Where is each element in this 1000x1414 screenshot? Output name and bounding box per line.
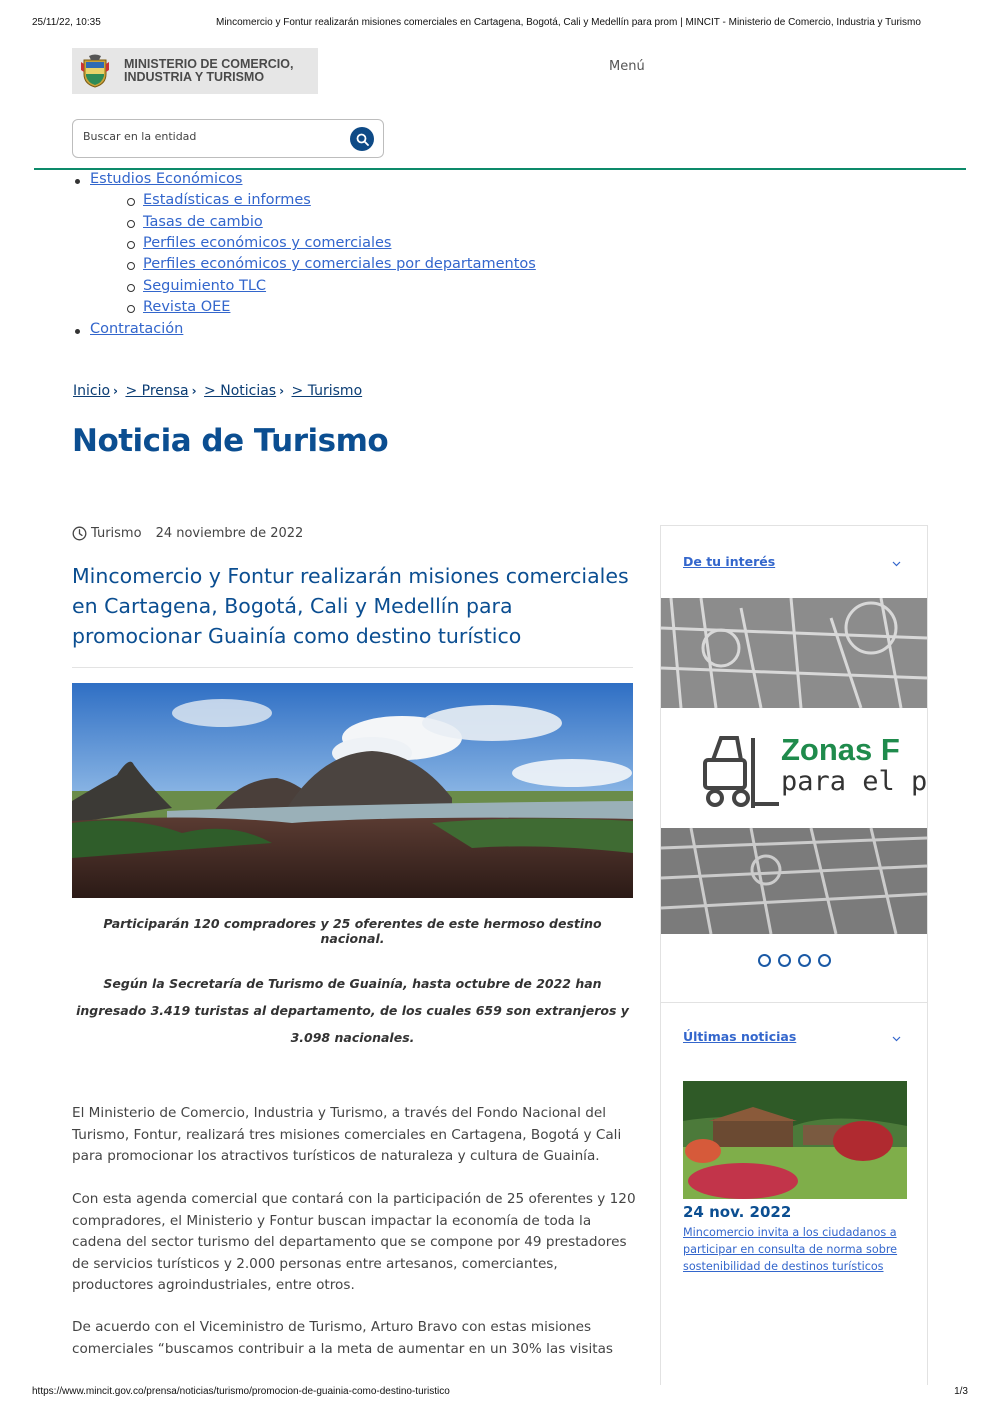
nav-subitem-seguimiento-tlc[interactable]: [143, 278, 266, 294]
clock-icon: [72, 526, 87, 541]
nav-link[interactable]: Tasas de cambio: [143, 214, 263, 230]
article-paragraph: El Ministerio de Comercio, Industria y Turismo, a través del Fondo Nacional del Turismo, Fontur, realizará tres misiones comerciales en Cartagena, Bogotá y Cali para promocionar los atractivos turísticos de naturaleza y cultura de Guainía.: [72, 1105, 622, 1164]
latest-news-date: 24 nov. 2022: [683, 1203, 792, 1221]
search-box: [72, 119, 384, 158]
banner-title: Zonas F: [781, 732, 900, 767]
breadcrumb-separator: ›: [113, 384, 118, 398]
nav-subitem-revista-oee[interactable]: [143, 299, 230, 315]
headline-divider: [72, 667, 633, 668]
chevron-down-icon[interactable]: [892, 559, 901, 568]
breadcrumb-noticias[interactable]: > Noticias: [204, 383, 277, 399]
ministry-name: [124, 58, 293, 84]
breadcrumb-separator: ›: [191, 384, 197, 398]
nav-link[interactable]: Estudios Económicos: [90, 171, 243, 187]
nav-link[interactable]: Seguimiento TLC: [143, 278, 267, 294]
image-caption: Participarán 120 compradores y 25 oferentes de este hermoso destino nacional.: [103, 916, 602, 946]
ministry-name-line1: MINISTERIO DE COMERCIO,: [124, 57, 294, 71]
carousel-dots: [758, 954, 831, 967]
article-headline: Mincomercio y Fontur realizarán misiones comerciales en Cartagena, Bogotá, Cali y Medellín para promocionar Guainía como destino turístico: [72, 564, 629, 648]
sidebar-divider: [661, 1002, 927, 1003]
article-paragraph: Con esta agenda comercial que contará con la participación de 25 oferentes y 120 compradores, el Ministerio y Fontur buscan impactar la economía de toda la cadena del sector turismo del departamento que se compone por 49 prestadores de servicios turísticos y 2.000 personas entre artesanos, comerciantes, productores agroindustriales, entre otros.: [72, 1191, 636, 1293]
sidebar: [660, 525, 928, 1385]
nav-item-estudios-economicos[interactable]: [90, 171, 242, 187]
breadcrumb-turismo[interactable]: > Turismo: [291, 383, 363, 399]
interest-section-toggle[interactable]: De tu interés: [683, 554, 776, 569]
nav-link[interactable]: Revista OEE: [143, 299, 231, 315]
article-paragraph: De acuerdo con el Viceministro de Turismo, Arturo Bravo con estas misiones comerciales “buscamos contribuir a la meta de aumentar en un 30% las visitas: [72, 1319, 614, 1357]
article-category: Turismo: [91, 526, 142, 541]
print-datetime: 25/11/22, 10:35: [32, 17, 101, 28]
nav-link[interactable]: Perfiles económicos y comerciales: [143, 235, 392, 251]
print-url: https://www.mincit.gov.co/prensa/noticias/turismo/promocion-de-guainia-como-destino-turistico: [32, 1386, 450, 1397]
breadcrumb-separator: ›: [279, 384, 285, 398]
carousel-dot[interactable]: [778, 954, 791, 967]
search-icon: [356, 133, 369, 146]
banner-subtitle: para el p: [781, 766, 927, 797]
breadcrumb: [73, 383, 362, 399]
article-hero-image: [72, 683, 633, 898]
search-input[interactable]: [83, 130, 338, 143]
page-title: Noticia de Turismo: [72, 423, 389, 459]
nav-subitem-perfiles-departamentos[interactable]: [143, 256, 536, 272]
article-lead: Según la Secretaría de Turismo de Guainía, hasta octubre de 2022 han ingresado 3.419 turistas al departamento, de los cuales 659 son extranjeros y 3.098 nacionales.: [76, 976, 629, 1045]
carousel-dot[interactable]: [758, 954, 771, 967]
nav-subitem-perfiles[interactable]: [143, 235, 391, 251]
latest-news-toggle[interactable]: Últimas noticias: [683, 1029, 797, 1044]
ministry-name-line2: INDUSTRIA Y TURISMO: [124, 70, 265, 84]
menu-button[interactable]: Menú: [609, 59, 645, 74]
breadcrumb-prensa[interactable]: > Prensa: [125, 383, 189, 399]
nav-item-contratacion[interactable]: [90, 321, 183, 337]
latest-news-image[interactable]: [683, 1081, 907, 1199]
chevron-down-icon[interactable]: [892, 1034, 901, 1043]
breadcrumb-inicio[interactable]: Inicio: [73, 383, 111, 399]
latest-news-link[interactable]: Mincomercio invita a los ciudadanos a participar en consulta de norma sobre sostenibilidad de destinos turísticos: [683, 1226, 898, 1273]
carousel-dot[interactable]: [818, 954, 831, 967]
nav-link[interactable]: Estadísticas e informes: [143, 192, 311, 208]
print-page-number: 1/3: [954, 1386, 968, 1397]
article-meta: [72, 526, 303, 541]
article-date: 24 noviembre de 2022: [155, 526, 304, 541]
nav-link[interactable]: Contratación: [90, 321, 184, 337]
search-button[interactable]: [350, 127, 374, 151]
coat-of-arms-icon: [80, 54, 110, 88]
carousel-dot[interactable]: [798, 954, 811, 967]
header-divider: [34, 168, 966, 170]
zonas-francas-banner[interactable]: [661, 598, 927, 934]
nav-subitem-tasas-de-cambio[interactable]: [143, 214, 263, 230]
nav-link[interactable]: Perfiles económicos y comerciales por departamentos: [143, 256, 536, 272]
print-page-title: Mincomercio y Fontur realizarán misiones comerciales en Cartagena, Bogotá, Cali y Medellín para prom | MINCIT - Ministerio de Comercio, Industria y Turismo: [216, 17, 921, 28]
nav-subitem-estadisticas[interactable]: [143, 192, 311, 208]
ministry-logo[interactable]: [72, 48, 318, 94]
